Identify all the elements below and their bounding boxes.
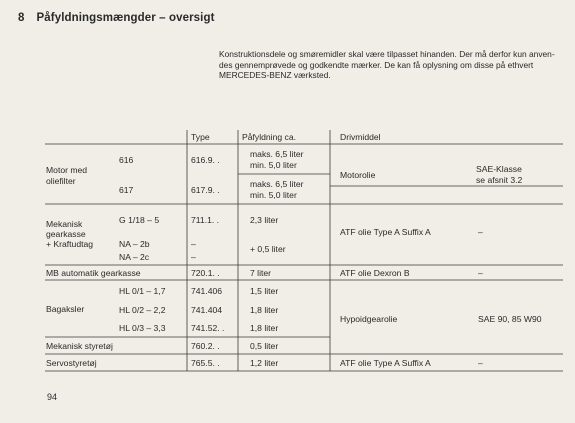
axle-type: 741.406 <box>191 286 223 296</box>
axle-spec: SAE 90, 85 W90 <box>478 314 542 324</box>
motor-617-type: 617.9. . <box>191 185 220 195</box>
intro-line: Konstruktionsdele og smøremidler skal være tilpasset hinanden. Der må derfor kun anven- <box>219 49 555 59</box>
gearbox-main-model: G 1/18 – 5 <box>119 215 160 225</box>
axle-type: 741.52. . <box>191 323 225 333</box>
axle-fill: 1,8 liter <box>250 305 279 315</box>
steering-mech-type: 760.2. . <box>191 341 220 351</box>
motor-spec-line: se afsnit 3.2 <box>476 175 523 185</box>
automatic-fill: 7 liter <box>250 268 272 278</box>
gearbox-main-fill: 2,3 liter <box>250 215 279 225</box>
motor-label-line: oliefilter <box>46 176 76 186</box>
steering-servo-type: 765.5. . <box>191 358 220 368</box>
motor-spec-line: SAE-Klasse <box>476 164 522 174</box>
motor-616-type: 616.9. . <box>191 155 220 165</box>
section-number: 8 <box>18 12 25 24</box>
motor-616-model: 616 <box>119 155 134 165</box>
motor-617-fill-min: min. 5,0 liter <box>250 190 297 200</box>
axle-model: HL 0/2 – 2,2 <box>119 305 166 315</box>
gearbox-label-line: + Kraftudtag <box>46 239 94 249</box>
gearbox-pto-model: NA – 2b <box>119 239 150 249</box>
axle-lubricant: Hypoidgearolie <box>340 314 398 324</box>
motor-label-line: Motor med <box>46 165 88 175</box>
steering-servo-label: Servostyretøj <box>46 358 97 368</box>
steering-servo-lubricant: ATF olie Type A Suffix A <box>340 358 431 368</box>
axle-label: Bagaksler <box>46 304 85 314</box>
automatic-type: 720.1. . <box>191 268 220 278</box>
axle-model: HL 0/1 – 1,7 <box>119 286 166 296</box>
automatic-spec: – <box>478 268 483 278</box>
axle-model: HL 0/3 – 3,3 <box>119 323 166 333</box>
header-lubricant: Drivmiddel <box>340 132 381 142</box>
intro-line: MERCEDES-BENZ værksted. <box>219 70 331 81</box>
gearbox-pto-type: – <box>191 239 196 249</box>
steering-mech-label: Mekanisk styretøj <box>46 341 113 351</box>
steering-servo-fill: 1,2 liter <box>250 358 279 368</box>
intro-line: des gennemprøvede og godkendte mærker. De kan få oplysning om disse på ethvert <box>219 59 534 70</box>
gearbox-label-line: gearkasse <box>46 229 86 239</box>
gearbox-pto-fill: + 0,5 liter <box>250 244 286 254</box>
steering-mech-fill: 0,5 liter <box>250 341 279 351</box>
page-number: 94 <box>47 392 58 402</box>
axle-type: 741.404 <box>191 305 223 315</box>
header-type: Type <box>191 132 210 142</box>
gearbox-spec: – <box>478 227 483 237</box>
motor-616-fill-min: min. 5,0 liter <box>250 160 297 170</box>
gearbox-pto-type: – <box>191 252 196 262</box>
axle-fill: 1,5 liter <box>250 286 279 296</box>
axle-fill: 1,8 liter <box>250 323 279 333</box>
gearbox-main-type: 711.1. . <box>191 215 220 225</box>
steering-servo-spec: – <box>478 358 483 368</box>
motor-617-fill-max: maks. 6,5 liter <box>250 179 304 189</box>
gearbox-pto-model: NA – 2c <box>119 252 150 262</box>
section-title: Påfyldningsmængder – oversigt <box>36 12 215 24</box>
gearbox-lubricant: ATF olie Type A Suffix A <box>340 227 431 237</box>
gearbox-label-line: Mekanisk <box>46 219 83 229</box>
motor-617-model: 617 <box>119 185 134 195</box>
header-fill: Påfyldning ca. <box>242 132 296 142</box>
automatic-label: MB automatik gearkasse <box>46 268 141 278</box>
motor-616-fill-max: maks. 6,5 liter <box>250 149 304 159</box>
motor-lubricant: Motorolie <box>340 170 376 180</box>
automatic-lubricant: ATF olie Dexron B <box>340 268 410 278</box>
